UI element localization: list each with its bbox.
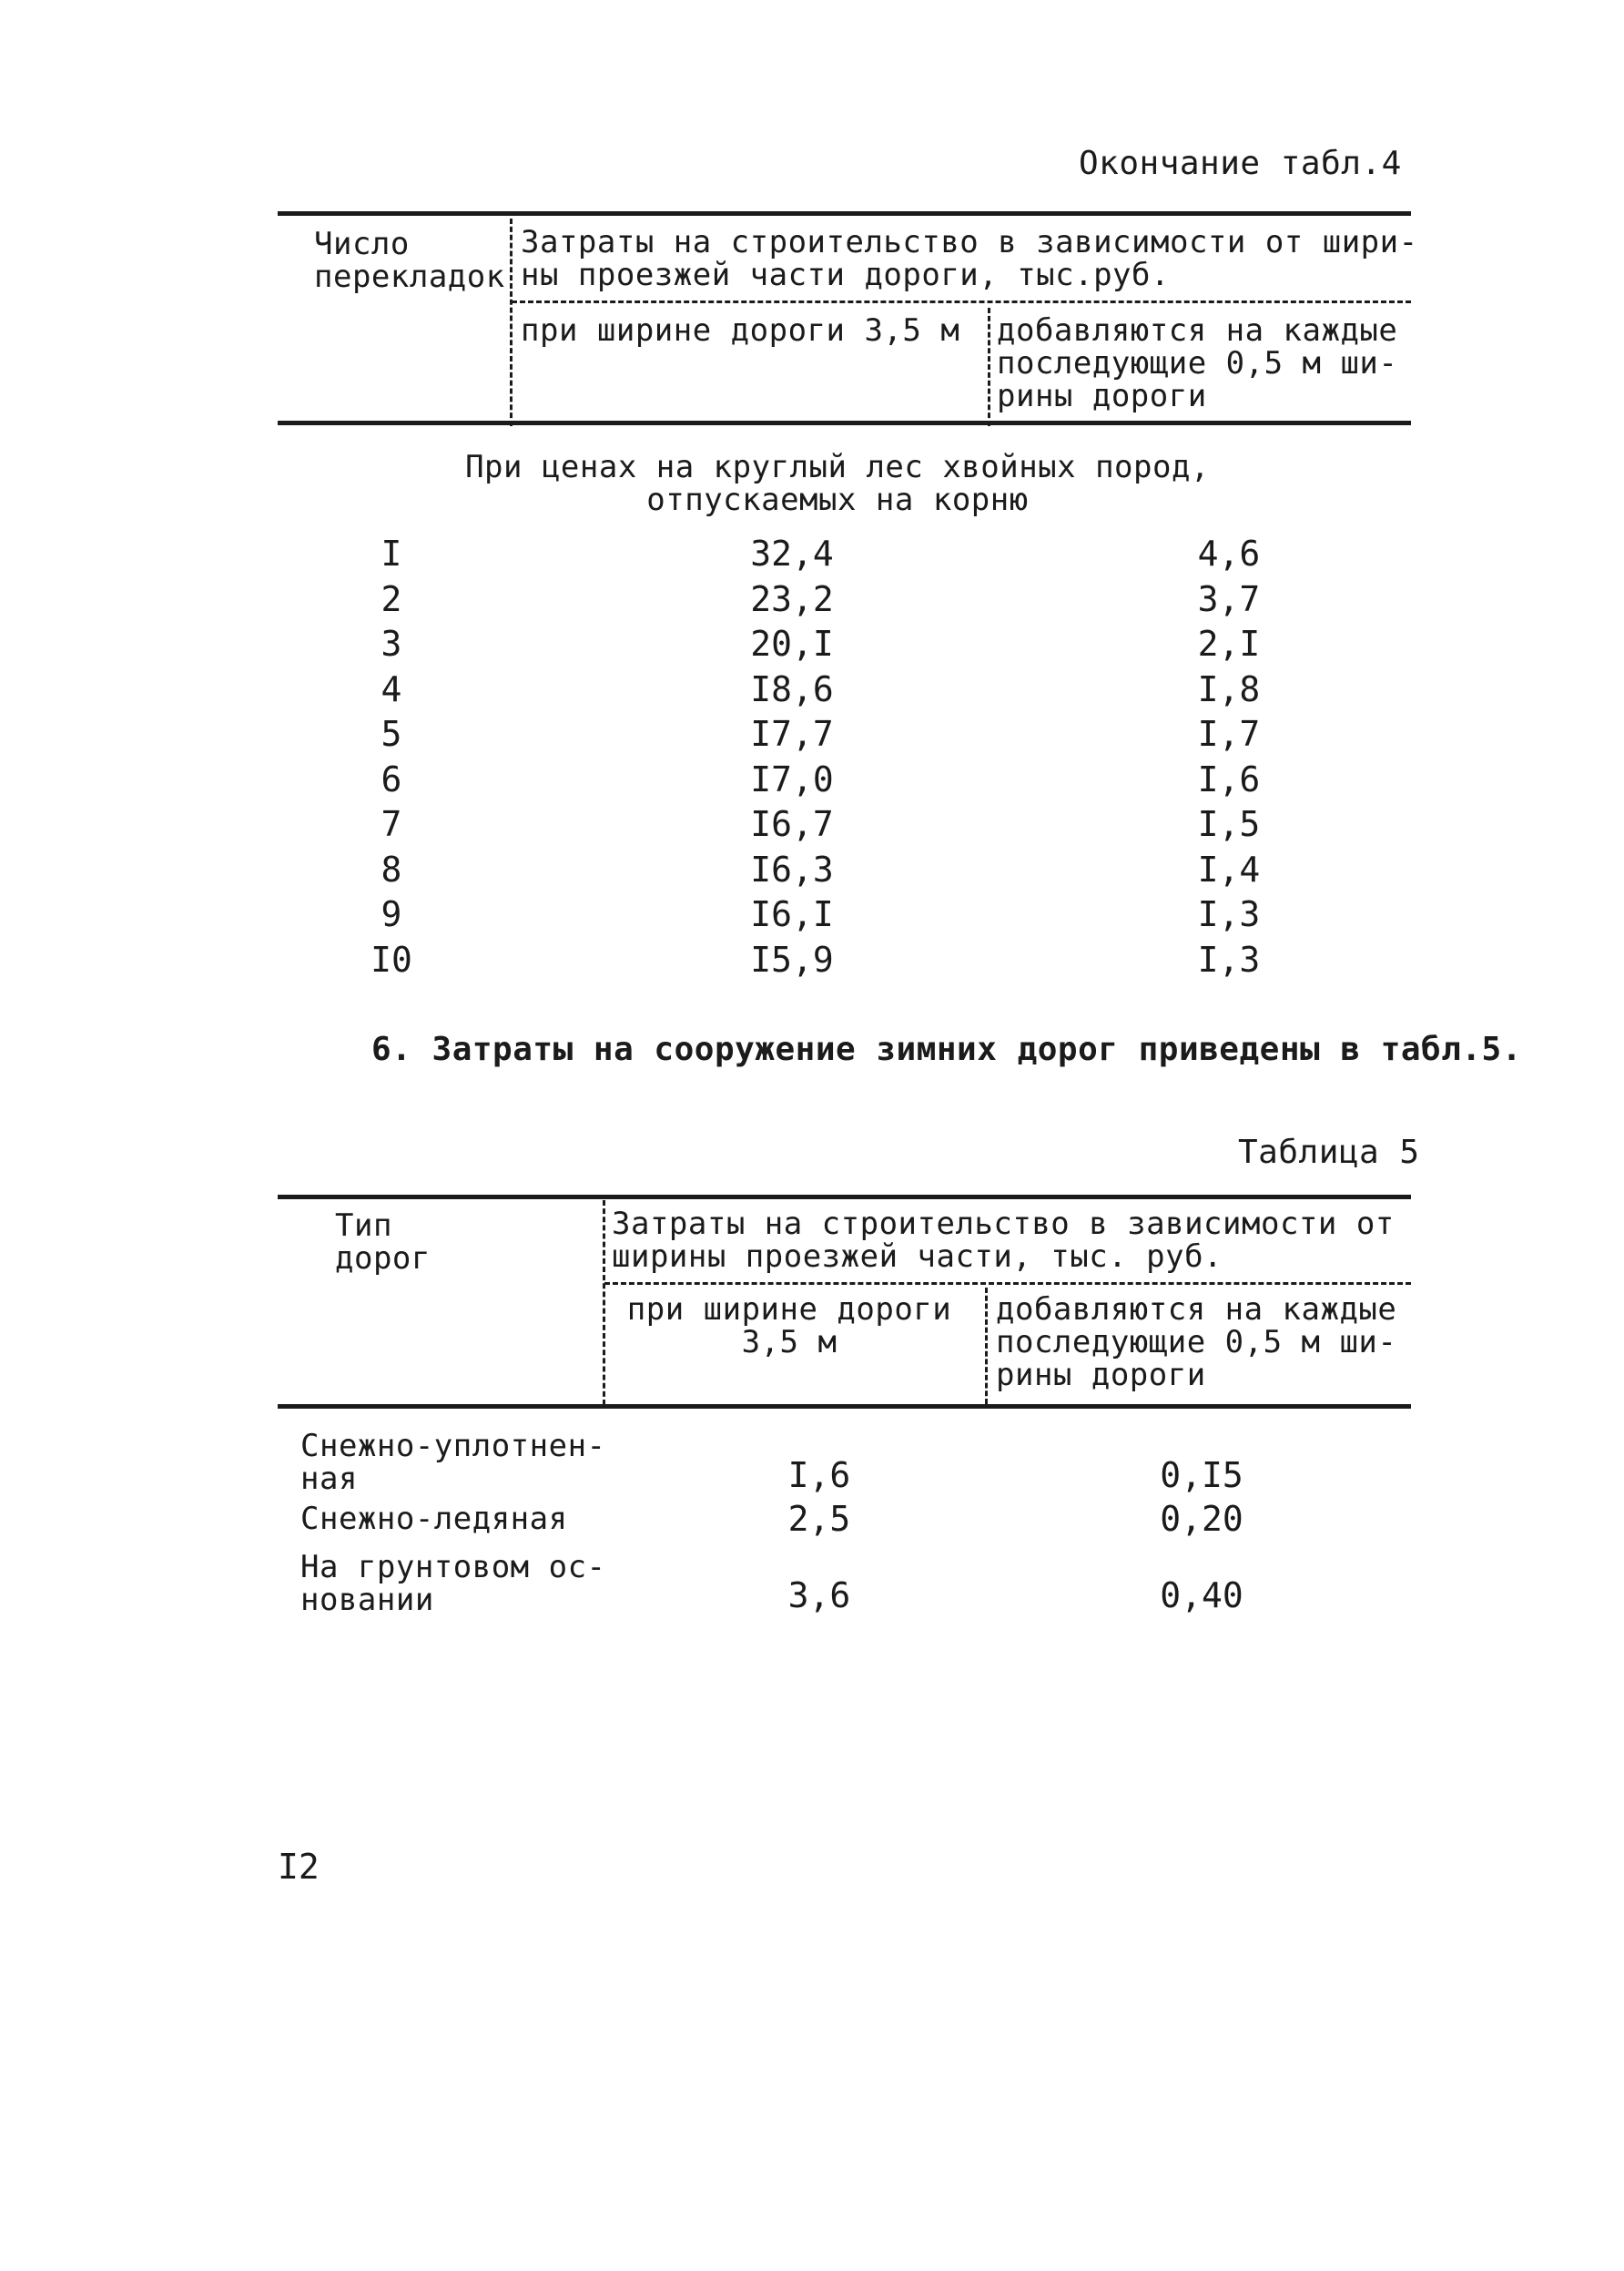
table4-col3-header: добавляются на каждые последующие 0,5 м ши- рины дороги (997, 312, 1398, 414)
row-base-cost: I5,9 (750, 940, 834, 980)
row-base-cost: 20,I (750, 624, 834, 664)
table4-group-header: Затраты на строительство в зависимости от шири- ны проезжей части дороги, тыс.руб. (521, 224, 1418, 293)
row-number: 3 (381, 624, 402, 664)
row-additional-cost: I,4 (1197, 850, 1261, 890)
row-additional-cost: 2,I (1197, 624, 1261, 664)
row-base-cost: 2,5 (787, 1499, 851, 1539)
row-additional-cost: 0,20 (1160, 1499, 1243, 1539)
row-number: 7 (381, 804, 402, 844)
table5-col2-divider (985, 1288, 988, 1404)
table4-col2-header: при ширине дороги 3,5 м (521, 312, 960, 349)
row-number: 6 (381, 759, 402, 799)
table4-top-rule (278, 211, 1411, 216)
row-number: I0 (370, 940, 412, 980)
row-base-cost: 32,4 (750, 534, 834, 574)
row-additional-cost: 4,6 (1197, 534, 1261, 574)
table5-col1-divider (603, 1200, 605, 1405)
row-base-cost: I6,7 (750, 804, 834, 844)
row-additional-cost: 0,40 (1160, 1575, 1243, 1615)
row-number: I (381, 534, 402, 574)
row-base-cost: I7,0 (750, 759, 834, 799)
table5-col3-header: добавляются на каждые последующие 0,5 м ши- рины дороги (996, 1291, 1397, 1393)
row-base-cost: 23,2 (750, 579, 834, 619)
row-base-cost: I,6 (787, 1455, 851, 1495)
road-type: На грунтовом ос- новании (300, 1549, 606, 1618)
row-base-cost: I8,6 (750, 669, 834, 709)
table5-col2-header: при ширине дороги 3,5 м (626, 1291, 952, 1360)
row-number: 5 (381, 714, 402, 754)
row-additional-cost: 3,7 (1197, 579, 1261, 619)
table5-group-header: Затраты на строительство в зависимости от ширины проезжей части, тыс. руб. (612, 1206, 1395, 1275)
table4-subheader-rule (512, 300, 1411, 303)
road-type: Снежно-уплотнен- ная (300, 1428, 606, 1497)
table4-col1-divider (510, 219, 513, 426)
row-number: 9 (381, 894, 402, 934)
table5-top-rule (278, 1195, 1411, 1199)
table5-header-rule (278, 1404, 1411, 1409)
row-number: 8 (381, 850, 402, 890)
row-base-cost: I6,3 (750, 850, 834, 890)
row-base-cost: I7,7 (750, 714, 834, 754)
table4-caption: Окончание табл.4 (1079, 145, 1402, 182)
row-base-cost: 3,6 (787, 1575, 851, 1615)
row-additional-cost: 0,I5 (1160, 1455, 1243, 1495)
row-base-cost: I6,I (750, 894, 834, 934)
row-additional-cost: I,3 (1197, 940, 1261, 980)
row-additional-cost: I,5 (1197, 804, 1261, 844)
table4-section-title: При ценах на круглый лес хвойных пород, отпускаемых на корню (465, 449, 1210, 518)
page-number: I2 (278, 1847, 320, 1887)
table5-subheader-rule (604, 1282, 1411, 1285)
row-additional-cost: I,7 (1197, 714, 1261, 754)
road-type: Снежно-ледяная (300, 1501, 568, 1537)
row-additional-cost: I,8 (1197, 669, 1261, 709)
row-number: 2 (381, 579, 402, 619)
row-additional-cost: I,6 (1197, 759, 1261, 799)
table4-header-rule (278, 421, 1411, 425)
table5-col1-header: Тип дорог (335, 1207, 431, 1277)
paragraph-text: 6. Затраты на сооружение зимних дорог приведены в табл.5. (371, 1031, 1522, 1068)
table4-col2-divider (988, 308, 990, 426)
table4-col1-header: Число перекладок (314, 226, 505, 295)
row-additional-cost: I,3 (1197, 894, 1261, 934)
row-number: 4 (381, 669, 402, 709)
table5-caption: Таблица 5 (1238, 1134, 1420, 1171)
